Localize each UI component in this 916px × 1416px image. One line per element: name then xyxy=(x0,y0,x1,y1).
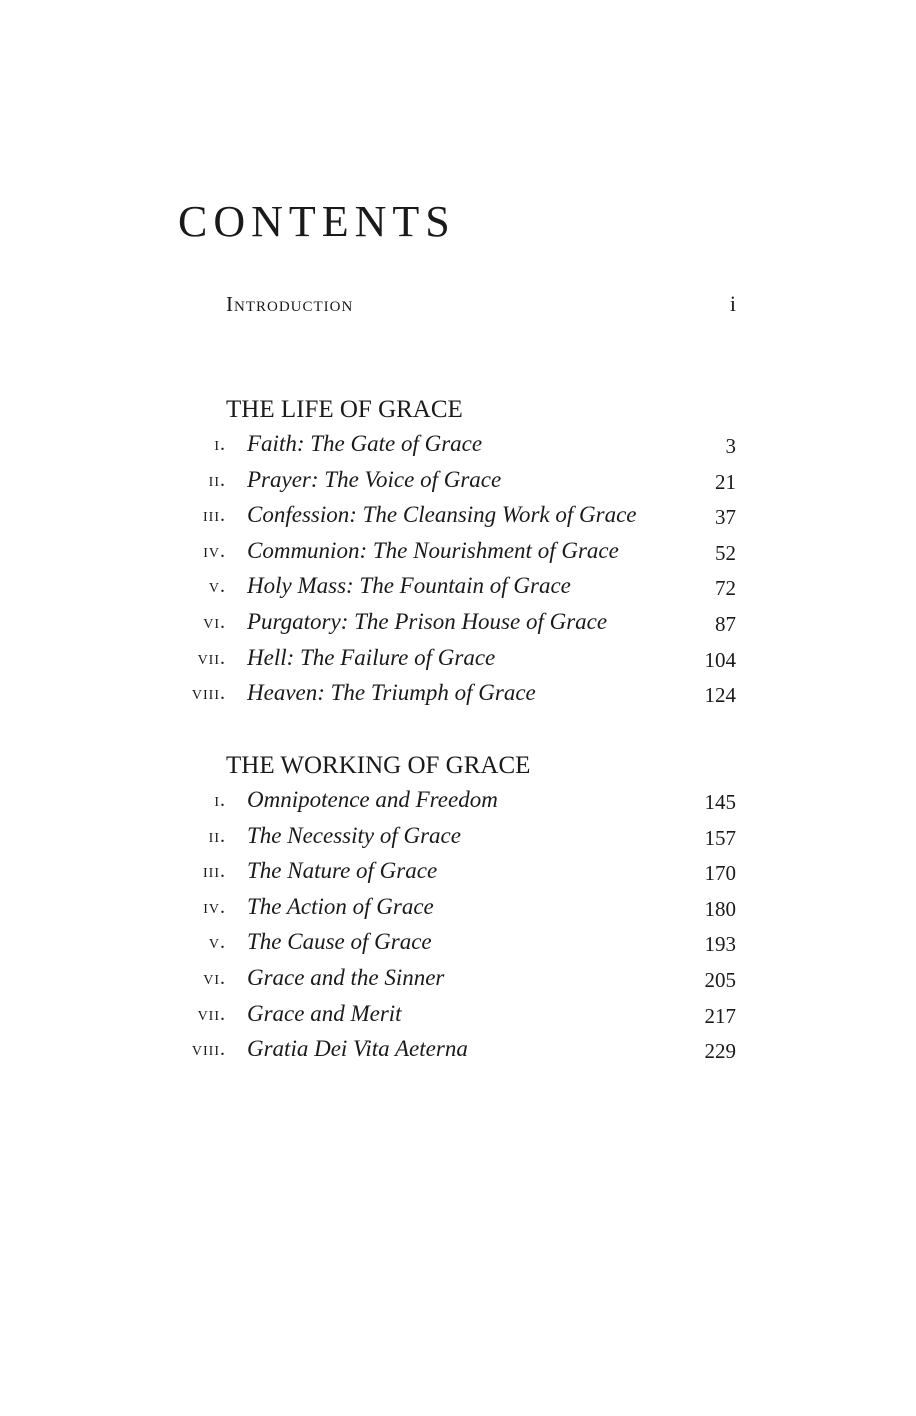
chapter-page: 87 xyxy=(715,611,736,636)
chapter-page: 21 xyxy=(715,469,736,494)
chapter-title: Faith: The Gate of Grace xyxy=(247,431,483,456)
chapter-title: Grace and the Sinner xyxy=(247,964,445,990)
chapter-number: iv. xyxy=(203,539,226,562)
chapter-number: v. xyxy=(208,931,226,954)
toc-list xyxy=(0,428,916,713)
toc-entry[interactable] xyxy=(0,855,916,891)
chapter-number: i. xyxy=(214,433,226,455)
chapter-number: v. xyxy=(208,575,226,598)
chapter-page: 217 xyxy=(704,1003,736,1028)
chapter-page: 180 xyxy=(704,896,736,921)
chapter-number: iv. xyxy=(203,895,226,918)
chapter-number: vi. xyxy=(203,966,226,989)
chapter-number: iii. xyxy=(203,504,226,527)
chapter-page: 145 xyxy=(704,790,736,814)
toc-entry[interactable] xyxy=(0,464,916,500)
page-title: CONTENTS xyxy=(178,197,456,246)
toc-entry[interactable] xyxy=(0,784,916,820)
chapter-number: i. xyxy=(214,789,226,811)
section-heading: THE LIFE OF GRACE xyxy=(226,396,463,423)
toc-entry[interactable] xyxy=(0,926,916,962)
toc-entry-introduction[interactable] xyxy=(226,288,736,320)
chapter-title: The Cause of Grace xyxy=(247,929,432,955)
chapter-number: ii. xyxy=(208,468,226,491)
toc-entry[interactable] xyxy=(0,1033,916,1069)
toc-entry[interactable] xyxy=(0,998,916,1034)
toc-entry[interactable] xyxy=(0,891,916,927)
chapter-title: Grace and Merit xyxy=(247,1000,402,1026)
chapter-title: Hell: The Failure of Grace xyxy=(247,644,496,670)
chapter-page: 124 xyxy=(704,683,736,708)
chapter-page: 3 xyxy=(725,434,736,458)
toc-entry[interactable] xyxy=(0,499,916,535)
toc-entry[interactable] xyxy=(0,642,916,678)
toc-entry[interactable] xyxy=(0,428,916,464)
chapter-title: Prayer: The Voice of Grace xyxy=(247,466,502,492)
chapter-title: The Necessity of Grace xyxy=(247,822,461,848)
chapter-number: vii. xyxy=(197,646,226,669)
chapter-title: The Nature of Grace xyxy=(247,858,438,884)
chapter-title: Confession: The Cleansing Work of Grace xyxy=(247,502,637,528)
chapter-number: ii. xyxy=(208,824,226,847)
chapter-page: 52 xyxy=(715,540,736,565)
toc-entry[interactable] xyxy=(0,820,916,856)
chapter-page: 205 xyxy=(704,967,736,992)
chapter-page: 37 xyxy=(715,505,736,530)
chapter-title: The Action of Grace xyxy=(247,893,434,919)
chapter-number: vi. xyxy=(203,610,226,633)
toc-entry-title: Introduction xyxy=(226,292,354,316)
section-heading: THE WORKING OF GRACE xyxy=(226,752,531,779)
toc-entry[interactable] xyxy=(0,962,916,998)
chapter-page: 229 xyxy=(704,1039,736,1064)
chapter-page: 104 xyxy=(704,647,736,672)
chapter-title: Holy Mass: The Fountain of Grace xyxy=(247,573,571,599)
chapter-page: 157 xyxy=(704,825,736,850)
toc-entry[interactable] xyxy=(0,535,916,571)
chapter-number: vii. xyxy=(197,1002,226,1025)
chapter-page: 170 xyxy=(704,861,736,886)
chapter-title: Communion: The Nourishment of Grace xyxy=(247,537,619,563)
chapter-number: iii. xyxy=(203,860,226,883)
toc-entry[interactable] xyxy=(0,677,916,713)
chapter-title: Omnipotence and Freedom xyxy=(247,787,498,812)
chapter-number: viii. xyxy=(191,1038,226,1061)
chapter-number: viii. xyxy=(191,682,226,705)
chapter-page: 193 xyxy=(704,932,736,957)
chapter-page: 72 xyxy=(715,576,736,601)
toc-entry[interactable] xyxy=(0,606,916,642)
chapter-title: Heaven: The Triumph of Grace xyxy=(247,680,536,706)
chapter-title: Purgatory: The Prison House of Grace xyxy=(247,608,608,634)
toc-list xyxy=(0,784,916,1069)
toc-entry-page: i xyxy=(729,291,736,316)
chapter-title: Gratia Dei Vita Aeterna xyxy=(247,1036,468,1062)
toc-entry[interactable] xyxy=(0,570,916,606)
